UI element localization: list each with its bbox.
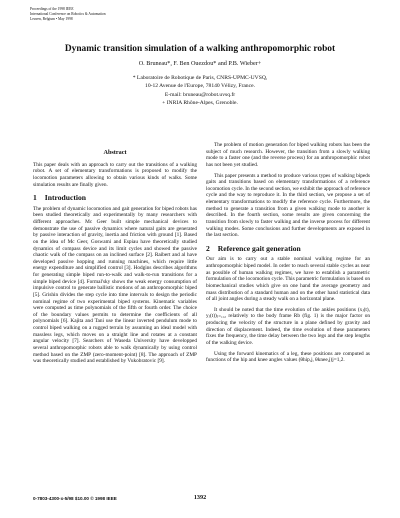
intro-paragraph-1: The problem of motion generation for biped walking robots has been the subject of much research. However, the transition from a slowly walking mode to a faster one (and the reverse process) for an anthropomorphic robot has not been yet studied. [206,142,370,168]
section-2-heading [206,243,370,253]
affiliation-line-2: 10-12 Avenue de l'Europe, 78140 Vélizy, France. [145,83,255,90]
proceedings-line-3: Leuven, Belgium • May 1998 [30,17,73,21]
paper-title: Dynamic transition simulation of a walking anthropomorphic robot [64,44,336,54]
section-2-number: 2 [206,243,210,253]
proceedings-line-1: Proceedings of the 1998 IEEE [30,7,74,11]
abstract-text: This paper deals with an approach to carry out the transitions of a walking robot. A set of elementary transformations is proposed to modify the locomotion parameters allowing to obtain various kinds of walks. Some simulation results are finally given. [33,161,197,188]
proceedings-header [30,7,106,22]
intro-paragraph-2: This paper presents a method to produce various types of walking bipeds gaits and transitions based on elementary transformations of a reference locomotion cycle. In the second section, we exhibit the approach of reference cycle and the way to reproduce it. In the third section, we propose a set of elementary transformations to modify the reference cycle. Furthermore, the method to generate a transition from a given walking mode to another is described. In the fourth section, some results are given concerning the transition from slowly to faster walking and the inverse process for different walking modes. Some conclusions and further developments are exposed in the last section. [206,172,370,239]
section-1-text: The problem of dynamic locomotion and gait generation for biped robots has been studied theoretically and experimentally by many researchers with different approaches. Mc Geer built simple mechanical devices to demonstrate the use of passive dynamics where natural gaits are generated by passive interaction of gravity, inertia and friction with ground [1]. Based on the idea of Mc Geer, Goswami and Espiau have theoretically studied dynamics of compass device and its limit cycles and showed the passive chaotic walk of the compass on an inclined surface [2]. Raibert and al have developed passive hopping and running machines, which require little energy expenditure and simplified control [3]. Hodgins describes algorithms for generating simple biped run-to-walk and walk-to-run transitions for a simple biped device [4]. Formal'sky shows the weak energy consumption of impulsive control to generate ballistic motions of an anthropomorphic biped [5]. Grishin divides the step cycle into time intervals to design the periodic nominal regime of two experimental biped systems. Kinematic variables were computed as time polynomials of the fifth or fourth order. The choice of the boundary values permits to determine the coefficients of all polynomials [6]. Kajita and Tani use the linear inverted pendulum mode to control biped walking on a rugged terrain by assuming an ideal model with massless legs, which moves on a straight line and rotates at a constant angular velocity [7]. Searchers of Waseda University have developped several anthropomorphic robots able to walk dynamically by using control method based on the ZMP (zero-moment-point) [8]. The approach of ZMP was theoretically studied and established by Vukobratovic [9]. [33,205,197,365]
affiliation-email: E-mail: bruneau@robot.uvsq.fr [164,91,236,98]
section-2-paragraph-3: Using the forward kinematics of a leg, these positions are computed as functions of the hip and knee angles values (θhip,j, θknee,j)j=1,2. [206,350,370,364]
left-column [33,142,197,365]
abstract-heading: Abstract [103,149,127,156]
section-2-paragraph-2: It should be noted that the time evolution of the ankles positions (xⱼ(t), yⱼ(t))ⱼ₌₁,₂ relatively to the body frame Rb (fig. 1) is the major factor on producing the velocity of the structure in a plane defined by gravity and direction of displacement. Indeed, the time evolution of these parameters fixes the frequency, the time delay between the two legs and the step lengths of the walking device. [206,306,370,346]
footer-isbn: 0-7803-4300-x-5/98 $10.00 © 1998 IEEE [33,496,117,501]
page-number: 1392 [193,494,207,501]
right-column [206,142,370,364]
proceedings-line-2: International Conference on Robotics & Automation [30,12,106,16]
section-2-title: Reference gait generation [217,243,301,253]
section-1-heading [33,195,197,202]
affiliations [0,74,400,108]
section-1-number: 1 [33,193,37,203]
affiliation-line-1: * Laboratoire de Robotique de Paris, CNRS-UPMC-UVSQ, [132,75,268,81]
affiliation-line-4: + INRIA Rhône-Alpes, Grenoble. [162,100,238,107]
section-1-title: Introduction [44,193,87,203]
section-2-paragraph-1: Our aim is to carry out a stable nominal walking regime for an anthropomorphic biped model. In order to reach several stable cycles as near as possible of human walking regimes, we have to establish a parametric formulation of the locomotion cycle. This parametric formulation is based on biomechanical studies which give on one hand the average geometry and mass distribution of a standard human and on the other hand statistical data of all joint angles during a steady walk on a horizontal plane. [206,256,370,303]
paper-authors: O. Bruneau*, F. Ben Ouezdou* and P.B. Wieber+ [138,60,262,67]
